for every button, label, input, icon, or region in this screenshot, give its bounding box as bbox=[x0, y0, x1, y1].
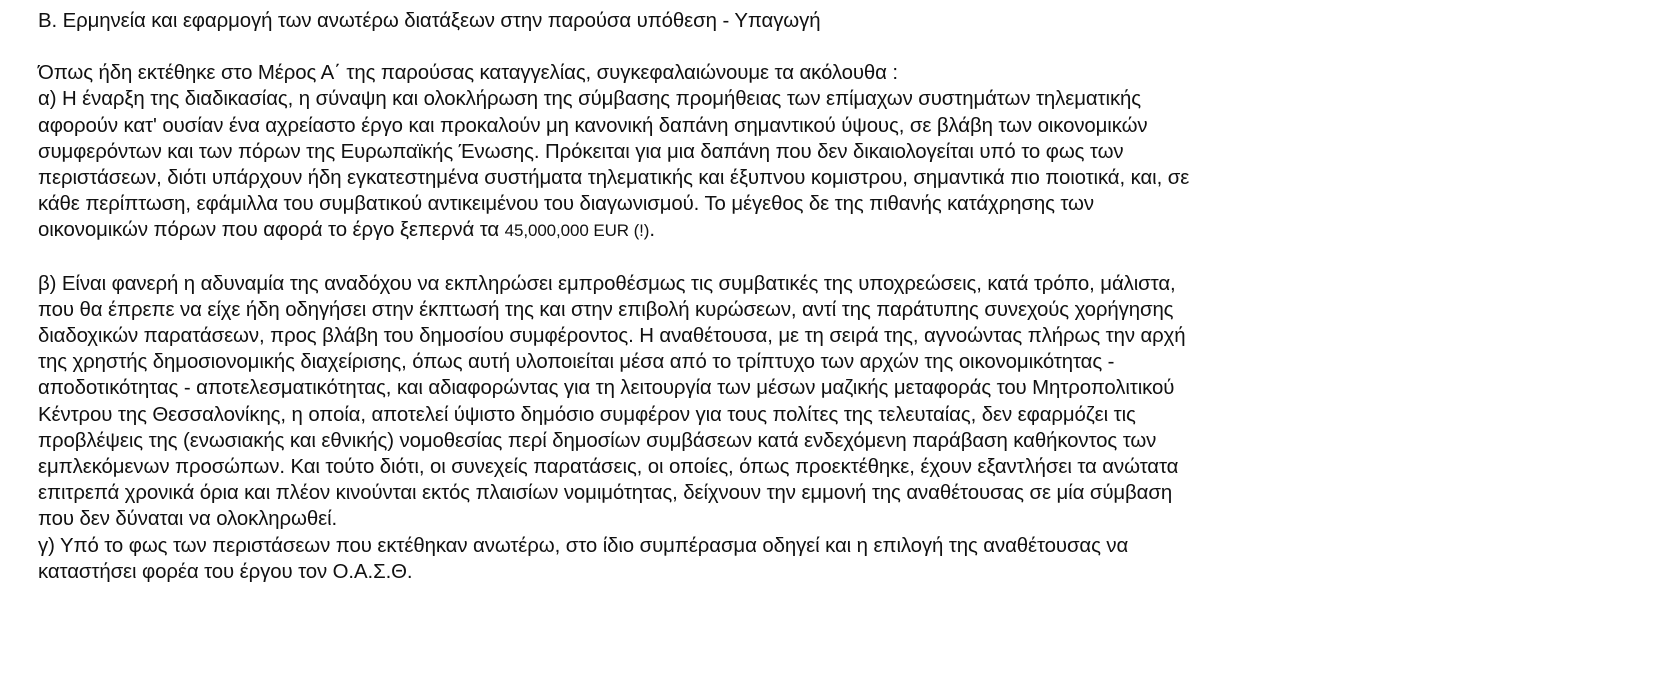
paragraph-b-line: της χρηστής δημοσιονομικής διαχείρισης, όπως αυτή υλοποιείται μέσα από το τρίπτυχο των αρχών της οικονομικότητας - bbox=[38, 351, 1115, 374]
sentence-end: . bbox=[649, 219, 655, 242]
paragraph-c-line: γ) Υπό το φως των περιστάσεων που εκτέθηκαν ανωτέρω, στο ίδιο συμπέρασμα οδηγεί και η επιλογή της αναθέτουσας να bbox=[38, 534, 1129, 557]
paragraph-a-line: αφορούν κατ' ουσίαν ένα αχρείαστο έργο και προκαλούν μη κανονική δαπάνη σημαντικού ύψους, σε βλάβη των οικονομικών bbox=[38, 114, 1148, 137]
paragraph-a-last-line bbox=[38, 217, 1668, 244]
paragraph-b-line: που θα έπρεπε να είχε ήδη οδηγήσει στην έκπτωσή της και στην επιβολή κυρώσεων, αντί της παράτυπης συνεχούς χορήγησης bbox=[38, 298, 1174, 321]
paragraph-a-line: α) Η έναρξη της διαδικασίας, η σύναψη και ολοκλήρωση της σύμβασης προμήθειας των επίμαχων συστημάτων τηλεματικής bbox=[38, 88, 1142, 111]
paragraph-c bbox=[38, 533, 1668, 585]
paragraph-a-line: περιστάσεων, διότι υπάρχουν ήδη εγκατεστημένα συστήματα τηλεματικής και έξυπνου κομιστρου, σημαντικά πιο ποιοτικά, και, σε bbox=[38, 167, 1190, 190]
paragraph-b-line: προβλέψεις της (ενωσιακής και εθνικής) νομοθεσίας περί δημοσίων συμβάσεων κατά ενδεχόμενη παράβαση καθήκοντος των bbox=[38, 429, 1157, 452]
paragraph-b-line: διαδοχικών παρατάσεων, προς βλάβη του δημοσίου συμφέροντος. Η αναθέτουσα, με τη σειρά της, αγνοώντας πλήρως την αρχή bbox=[38, 325, 1186, 348]
paragraph-a-line: κάθε περίπτωση, εφάμιλλα του συμβατικού αντικειμένου του διαγωνισμού. Το μέγεθος δε της πιθανής κατάχρησης των bbox=[38, 193, 1094, 216]
paragraph-b-line: αποδοτικότητας - αποτελεσματικότητας, και αδιαφορώντας για τη λειτουργία των μέσων μαζικής μεταφοράς του Μητροπολιτικού bbox=[38, 377, 1175, 400]
paragraph-b-line: β) Είναι φανερή η αδυναμία της αναδόχου να εκπληρώσει εμπροθέσμως τις συμβατικές της υποχρεώσεις, κατά τρόπο, μάλιστα, bbox=[38, 272, 1176, 295]
paragraph-a-last-text: οικονομικών πόρων που αφορά το έργο ξεπερνά τα bbox=[38, 219, 505, 242]
paragraph-b bbox=[38, 271, 1668, 533]
document-body bbox=[38, 8, 1668, 585]
paragraph-spacer bbox=[38, 245, 1668, 271]
paragraph-a bbox=[38, 86, 1668, 244]
section-heading: B. Ερμηνεία και εφαρμογή των ανωτέρω διατάξεων στην παρούσα υπόθεση - Υπαγωγή bbox=[38, 10, 821, 32]
paragraph-c-line: καταστήσει φορέα του έργου τον Ο.Α.Σ.Θ. bbox=[38, 560, 413, 583]
paragraph-b-line: επιτρεπά χρονικά όρια και πλέον κινούνται εκτός πλαισίων νομιμότητας, δείχνουν την εμμονή της αναθέτουσας σε μία σύμβαση bbox=[38, 482, 1173, 505]
intro-line: Όπως ήδη εκτέθηκε στο Μέρος Α΄ της παρούσας καταγγελίας, συγκεφαλαιώνουμε τα ακόλουθα : bbox=[38, 62, 898, 85]
paragraph-b-line: που δεν δύναται να ολοκληρωθεί. bbox=[38, 508, 338, 531]
paragraph-b-line: Κέντρου της Θεσσαλονίκης, η οποία, αποτελεί ύψιστο δημόσιο συμφέρον για τους πολίτες της τελευταίας, δεν εφαρμόζει τις bbox=[38, 403, 1136, 426]
amount-value: 45,000,000 EUR (!) bbox=[504, 221, 650, 241]
paragraph-b-line: εμπλεκόμενων προσώπων. Και τούτο διότι, οι συνεχείς παρατάσεις, οι οποίες, όπως προεκτέθηκε, έχουν εξαντλήσει τα ανώτατα bbox=[38, 456, 1179, 479]
paragraph-a-line: συμφερόντων και των πόρων της Ευρωπαϊκής Ένωσης. Πρόκειται για μια δαπάνη που δεν δικαιολογείται υπό το φως των bbox=[38, 140, 1124, 163]
